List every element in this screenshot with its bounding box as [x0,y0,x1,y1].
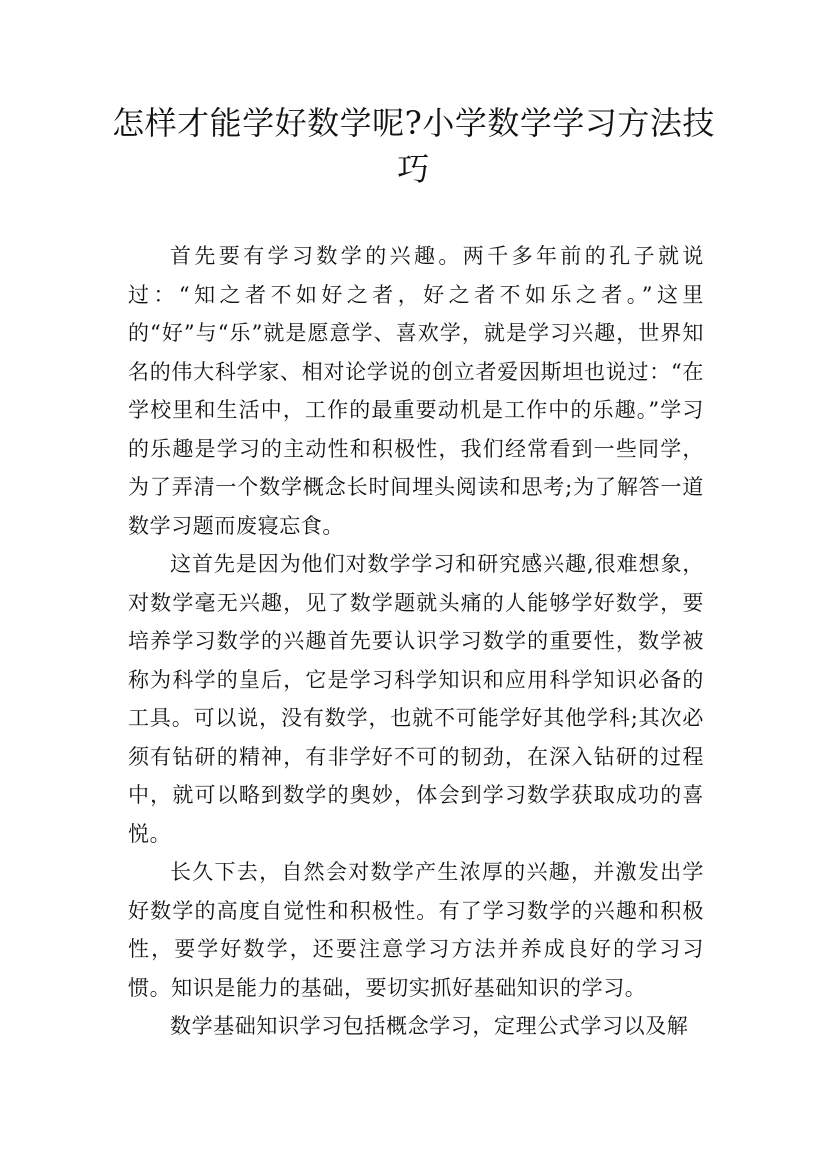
document-body [128,237,704,1046]
paragraph-1: 首先要有学习数学的兴趣。两千多年前的孔子就说过：“知之者不如好之者，好之者不如乐之者。”这里的“好”与“乐”就是愿意学、喜欢学，就是学习兴趣，世界知名的伟大科学家、相对论学说的创立者爱因斯坦也说过：“在学校里和生活中，工作的最重要动机是工作中的乐趣。”学习的乐趣是学习的主动性和积极性，我们经常看到一些同学，为了弄清一个数学概念长时间埋头阅读和思考;为了解答一道数学习题而废寝忘食。 [128,244,704,538]
document-title: 怎样才能学好数学呢?小学数学学习方法技巧 [112,104,715,188]
paragraph-3: 长久下去，自然会对数学产生浓厚的兴趣，并激发出学好数学的高度自觉性和积极性。有了学习数学的兴趣和积极性，要学好数学，还要注意学习方法并养成良好的学习习惯。知识是能力的基础，要切实抓好基础知识的学习。 [128,860,704,1000]
paragraph-4: 数学基础知识学习包括概念学习，定理公式学习以及解 [170,1014,689,1038]
paragraph-2: 这首先是因为他们对数学学习和研究感兴趣,很难想象，对数学毫无兴趣，见了数学题就头痛的人能够学好数学，要培养学习数学的兴趣首先要认识学习数学的重要性，数学被称为科学的皇后，它是学习科学知识和应用科学知识必备的工具。可以说，没有数学，也就不可能学好其他学科;其次必须有钻研的精神，有非学好不可的韧劲，在深入钻研的过程中，就可以略到数学的奥妙，体会到学习数学获取成功的喜悦。 [128,552,704,846]
